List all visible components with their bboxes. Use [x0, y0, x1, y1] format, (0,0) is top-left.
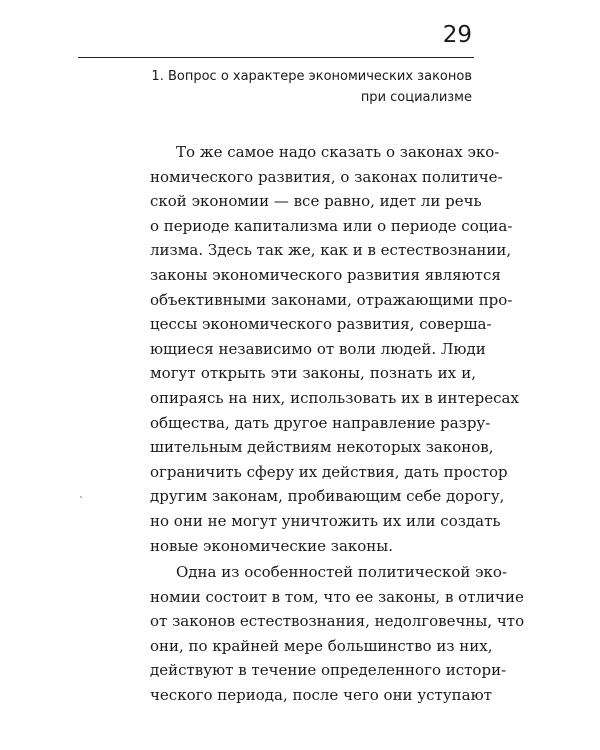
- text-line: могут открыть эти законы, познать их и,: [150, 364, 476, 383]
- text-line: номического развития, о законах политиче-: [150, 167, 503, 186]
- text-line: ской экономии — все равно, идет ли речь: [150, 192, 482, 211]
- text-line: действуют в течение определенного истори-: [150, 661, 507, 680]
- text-line: номии состоит в том, что ее законы, в отличие: [150, 587, 524, 606]
- page-number: 29: [442, 22, 472, 48]
- text-line: законы экономического развития являются: [150, 265, 501, 284]
- running-head-line: при социализме: [360, 90, 472, 105]
- running-head: [120, 66, 472, 108]
- text-line: лизма. Здесь так же, как и в естествознании,: [150, 241, 512, 260]
- text-line: цессы экономического развития, соверша-: [150, 315, 492, 334]
- text-line: ющиеся независимо от воли людей. Люди: [150, 339, 486, 358]
- text-line: они, по крайней мере большинство из них,: [150, 636, 493, 655]
- text-line: но они не могут уничтожить их или создать: [150, 511, 501, 530]
- text-line: Одна из особенностей политической эко-: [176, 563, 508, 582]
- paragraph: [150, 140, 519, 558]
- text-line: ограничить сферу их действия, дать простор: [150, 462, 508, 481]
- text-line: шительным действиям некоторых законов,: [150, 438, 494, 457]
- text-line: от законов естествознания, недолговечны, что: [150, 612, 525, 631]
- paragraph: [150, 560, 525, 708]
- text-line: ческого периода, после чего они уступают: [150, 686, 492, 705]
- text-line: То же самое надо сказать о законах эко-: [176, 143, 500, 161]
- text-line: новые экономические законы.: [150, 536, 394, 555]
- margin-speck: [80, 496, 82, 498]
- text-line: объективными законами, отражающими про-: [150, 290, 513, 309]
- running-head-line: 1. Вопрос о характере экономических законов: [151, 69, 472, 84]
- text-line: общества, дать другое направление разру-: [150, 413, 491, 432]
- text-line: о периоде капитализма или о периоде социа-: [150, 216, 513, 235]
- text-line: опираясь на них, использовать их в интересах: [150, 388, 519, 407]
- header-rule: [78, 57, 474, 58]
- text-line: другим законам, пробивающим себе дорогу,: [150, 487, 505, 506]
- body-text: [150, 140, 525, 708]
